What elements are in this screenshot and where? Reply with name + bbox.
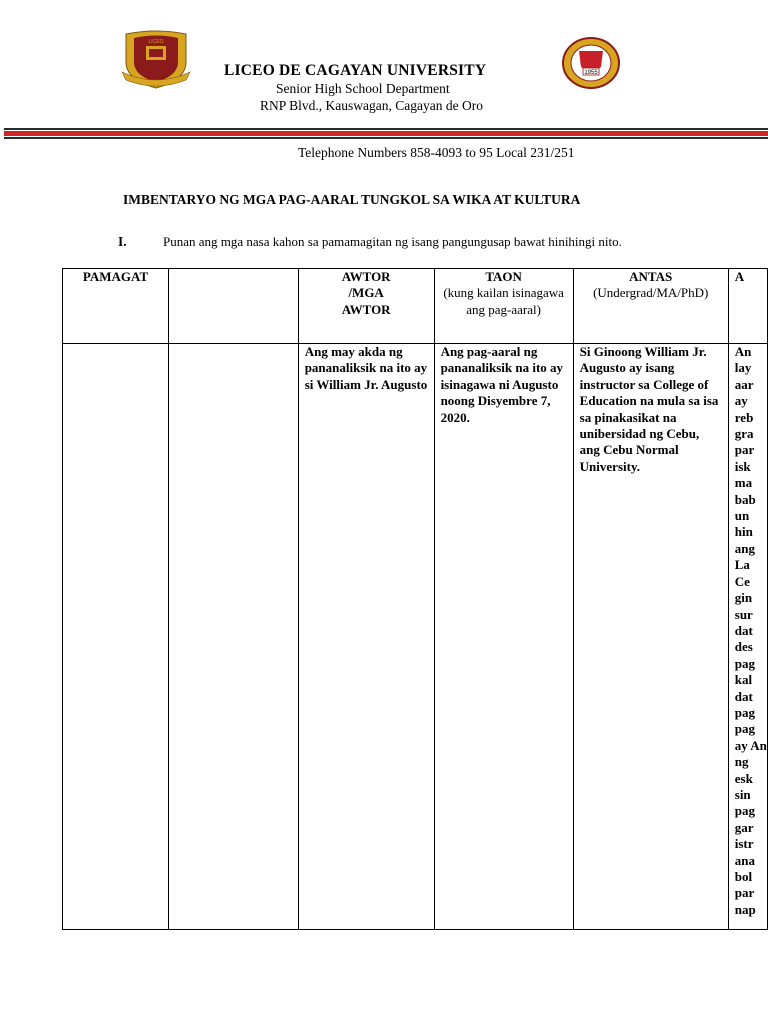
header-title: PAMAGAT: [82, 269, 149, 284]
header-divider-bottom: [4, 137, 768, 139]
header-title: AWTOR /MGA AWTOR: [341, 269, 391, 317]
header-cutoff: [728, 269, 767, 344]
cell-pamagat: [63, 344, 169, 930]
cell-cutoff: An lay aar ay reb gra par isk ma bab un hin ang La Ce gin sur dat des pag kal dat pag pag ay An ng esk sin pag gar istr ana bol par nap: [728, 344, 767, 930]
table-row: [63, 344, 768, 930]
inventory-table: [62, 268, 768, 930]
cell-blank: [169, 344, 299, 930]
header-awtor: [298, 269, 434, 344]
header-divider-red: [4, 131, 768, 136]
section-number: I.: [118, 234, 127, 249]
header-title: TAON: [485, 269, 522, 284]
header-antas: [573, 269, 728, 344]
section-instruction: Punan ang mga nasa kahon sa pamamagitan ng isang pangungusap bawat hinihingi nito.: [163, 234, 622, 249]
cell-antas: Si Ginoong William Jr. Augusto ay isang instructor sa College of Education na mula sa isa sa pinakasikat na unibersidad ng Cebu, ang Cebu Normal University.: [573, 344, 728, 930]
liceo-shield-logo: [120, 28, 192, 90]
table-header-row: [63, 269, 768, 344]
header-divider-top: [4, 128, 768, 130]
university-name: LICEO DE CAGAYAN UNIVERSITY: [224, 62, 487, 79]
header-subtitle: (kung kailan isinagawa ang pag-aaral): [443, 285, 564, 317]
header-title: ANTAS: [629, 269, 673, 284]
header-title: A: [734, 269, 745, 284]
cell-awtor: Ang may akda ng pananaliksik na ito ay si William Jr. Augusto: [298, 344, 434, 930]
department-name: Senior High School Department: [276, 81, 450, 96]
logo-text: LICEO: [148, 39, 164, 45]
document-title: IMBENTARYO NG MGA PAG-AARAL TUNGKOL SA WIKA AT KULTURA: [123, 192, 581, 207]
liceo-seal-logo: [561, 37, 621, 89]
header-taon: [434, 269, 573, 344]
header-pamagat: [63, 269, 169, 344]
telephone-line: Telephone Numbers 858-4093 to 95 Local 231/251: [298, 145, 575, 160]
header-blank: [169, 269, 299, 344]
cell-taon: Ang pag-aaral ng pananaliksik na ito ay isinagawa ni Augusto noong Disyembre 7, 2020.: [434, 344, 573, 930]
header-subtitle: (Undergrad/MA/PhD): [593, 285, 709, 301]
address: RNP Blvd., Kauswagan, Cagayan de Oro: [260, 98, 483, 113]
seal-year-text: 1955: [584, 70, 598, 76]
